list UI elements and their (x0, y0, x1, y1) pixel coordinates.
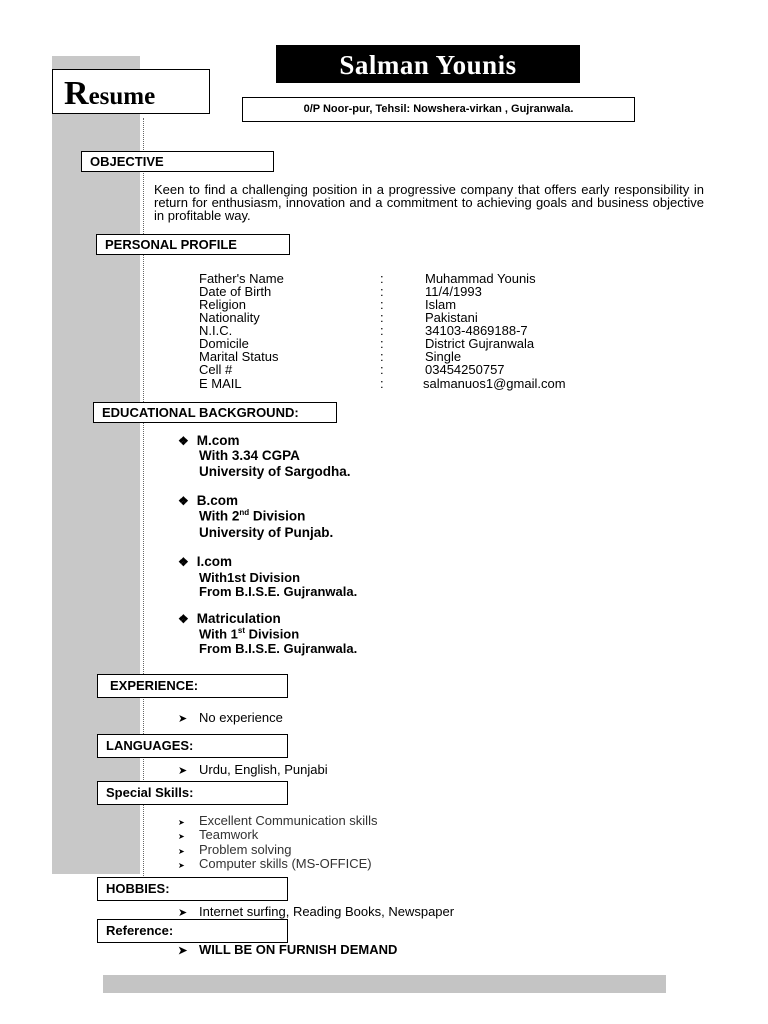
arrow-bullet-icon: ➤ (178, 907, 188, 919)
objective-heading: OBJECTIVE (81, 151, 274, 172)
detail-superscript: st (237, 626, 246, 635)
detail-part: With 1 (199, 626, 238, 642)
arrow-bullet-icon: ➤ (178, 847, 185, 856)
reference-item (178, 942, 397, 957)
education-item-icom (178, 554, 232, 569)
detail-part: Division (249, 508, 306, 524)
skill-text: Computer skills (MS-OFFICE) (199, 856, 372, 871)
profile-row (199, 363, 619, 376)
detail-superscript: nd (239, 508, 250, 517)
degree-detail (199, 626, 299, 641)
profile-value: Muhammad Younis (425, 271, 536, 286)
skill-text: Teamwork (199, 827, 259, 842)
bottom-decorative-bar (103, 975, 666, 993)
skill-text: Excellent Communication skills (199, 813, 378, 828)
hobbies-item (178, 904, 454, 919)
detail-part: With 2 (199, 508, 240, 524)
special-skills-heading: Special Skills: (97, 781, 288, 805)
profile-value: Single (425, 349, 462, 364)
resume-title-rest: esume (88, 83, 156, 110)
degree-detail: With 3.34 CGPA (199, 448, 300, 463)
profile-label: Cell # (199, 362, 233, 377)
profile-label: Marital Status (199, 349, 279, 364)
candidate-name: Salman Younis (276, 45, 580, 83)
profile-label: Father's Name (199, 271, 284, 286)
profile-colon: : (380, 323, 384, 338)
diamond-bullet-icon: ❖ (178, 494, 189, 508)
profile-label: N.I.C. (199, 323, 233, 338)
reference-heading: Reference: (97, 919, 288, 943)
arrow-bullet-icon: ➤ (178, 945, 188, 957)
profile-row (199, 298, 619, 311)
hobbies-heading: HOBBIES: (97, 877, 288, 901)
degree-institution: University of Punjab. (199, 525, 334, 540)
degree-name: Matriculation (196, 611, 281, 626)
profile-value: Pakistani (425, 310, 478, 325)
degree-detail: With1st Division (199, 570, 301, 585)
experience-text: No experience (199, 710, 283, 725)
degree-name: I.com (196, 554, 233, 569)
profile-colon: : (380, 362, 384, 377)
profile-value: District Gujranwala (425, 336, 535, 351)
degree-institution: From B.I.S.E. Gujranwala. (199, 584, 358, 599)
skill-item (178, 842, 292, 857)
arrow-bullet-icon: ➤ (178, 861, 185, 870)
address: 0/P Noor-pur, Tehsil: Nowshera-virkan , Gujranwala. (242, 97, 635, 122)
education-item-matric (178, 611, 281, 626)
profile-value: 11/4/1993 (425, 284, 482, 299)
profile-colon: : (380, 284, 384, 299)
skill-item (178, 813, 377, 828)
languages-heading: LANGUAGES: (97, 734, 288, 758)
profile-value: salmanuos1@gmail.com (423, 376, 566, 391)
diamond-bullet-icon: ❖ (178, 434, 189, 448)
arrow-bullet-icon: ➤ (178, 765, 188, 777)
education-item-mcom (178, 433, 240, 448)
profile-colon: : (380, 336, 384, 351)
profile-row (199, 350, 619, 363)
profile-label: E MAIL (199, 376, 242, 391)
languages-item (178, 762, 328, 777)
degree-institution: From B.I.S.E. Gujranwala. (199, 641, 358, 656)
profile-row (199, 324, 619, 337)
profile-label: Date of Birth (199, 284, 272, 299)
hobbies-text: Internet surfing, Reading Books, Newspaper (199, 904, 455, 919)
degree-detail (199, 508, 305, 524)
profile-colon: : (380, 349, 384, 364)
profile-colon: : (380, 271, 384, 286)
skill-item (178, 827, 258, 842)
profile-label: Domicile (199, 336, 249, 351)
profile-colon: : (380, 376, 384, 391)
arrow-bullet-icon: ➤ (178, 818, 185, 827)
personal-profile-heading: PERSONAL PROFILE (96, 234, 290, 255)
resume-title-cap: R (64, 75, 89, 112)
resume-title (52, 69, 210, 114)
arrow-bullet-icon: ➤ (178, 713, 188, 725)
education-heading: EDUCATIONAL BACKGROUND: (93, 402, 337, 423)
objective-text: Keen to find a challenging position in a progressive company that offers early responsibility in return for enthusiasm, innovation and a commitment to achieving goals and business objective in profitable way. (154, 182, 704, 223)
profile-row (199, 285, 619, 298)
detail-part: Division (245, 626, 300, 642)
arrow-bullet-icon: ➤ (178, 832, 185, 841)
degree-name: B.com (196, 493, 239, 508)
profile-value: Islam (425, 297, 457, 312)
profile-value: 34103-4869188-7 (425, 323, 528, 338)
diamond-bullet-icon: ❖ (178, 555, 189, 569)
profile-colon: : (380, 310, 384, 325)
profile-label: Religion (199, 297, 246, 312)
experience-heading: EXPERIENCE: (97, 674, 288, 698)
education-item-bcom (178, 493, 238, 508)
profile-colon: : (380, 297, 384, 312)
degree-institution: University of Sargodha. (199, 464, 351, 479)
experience-item (178, 710, 283, 725)
profile-row (199, 377, 619, 390)
dotted-divider (143, 118, 144, 878)
diamond-bullet-icon: ❖ (178, 612, 189, 626)
profile-value: 03454250757 (425, 362, 505, 377)
languages-text: Urdu, English, Punjabi (199, 762, 328, 777)
skill-text: Problem solving (199, 842, 292, 857)
reference-text: WILL BE ON FURNISH DEMAND (199, 942, 398, 957)
degree-name: M.com (196, 433, 240, 448)
profile-label: Nationality (199, 310, 260, 325)
profile-row (199, 311, 619, 324)
skill-item (178, 856, 372, 871)
